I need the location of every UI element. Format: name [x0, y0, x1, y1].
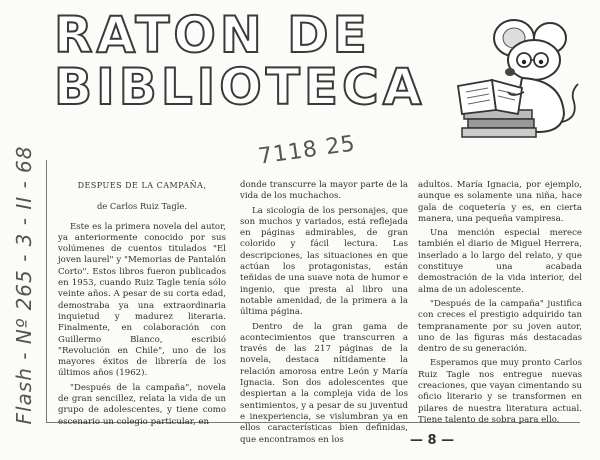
title-line-2: BIBLIOTECA: [54, 58, 426, 116]
article-column-3: [418, 180, 582, 429]
handwritten-margin-note: [4, 120, 44, 450]
handwritten-catalog-number: 7118 25: [256, 131, 358, 170]
paragraph: Una mención especial merece también el diario de Miguel Herrera, inserlado a lo largo del relato, y que constituye una acabada demostración de la vida interior, del alma de un adolescente.: [418, 228, 582, 295]
margin-note-text: Flash - Nº 265 - 3 - II - 68: [12, 145, 36, 425]
mouse-reading-book-illustration: [452, 14, 582, 140]
paragraph: adultos. María Ignacia, por ejemplo, aunque es solamente una niña, hace gala de coquetería y es, en cierta manera, una pequeña vampiresa.: [418, 180, 582, 224]
article-column-2: [240, 180, 408, 449]
article-byline: de Carlos Ruiz Tagle.: [96, 201, 188, 212]
paragraph: Dentro de la gran gama de acontecimientos que transcurren a través de las 217 páginas de la novela, destaca nítidamente la relación amorosa entre León y María Ignacia. Son dos adolescentes que despiertan a la compleja vida de los sentimientos, y a pesar de su juventud e inexperiencia, se vislumbran ya en ellos características bien definidas, que encontramos en los: [240, 321, 408, 445]
paragraph: "Después de la campaña", novela de gran sencillez, relata la vida de un grupo de adolescentes, y tiene como escenario un colegio particular, en: [58, 382, 226, 427]
paragraph: donde transcurre la mayor parte de la vida de los muchachos.: [240, 180, 408, 202]
paragraph: Este es la primera novela del autor, ya anteriormente conocido por sus volúmenes de cuentos titulados "El joven laurel" y "Memorias de Pantalón Corto". Estos libros fueron publicados en 1953, cuando Ruiz Tagle tenía sólo veinte años. A pesar de su corta edad, demostraba ya una extraordinaria inquietud y madurez literaria. Finalmente, en colaboración con Guillermo Blanco, escribió "Revolución en Chile", uno de los mayores éxitos de librería de los últimos años (1962).: [58, 221, 226, 379]
page-number: — 8 —: [410, 433, 455, 448]
paragraph: Esperamos que muy pronto Carlos Ruiz Tagle nos entregue nuevas creaciones, que vayan cimentando su oficio literario y se transformen en pilares de nuestra literatura actual. Tiene talento de sobra para ello.: [418, 358, 582, 425]
paragraph: La sicología de los personajes, que son muchos y variados, está reflejada en páginas admirables, de gran colorido y fácil lectura. Las descripciones, las situaciones en que actúan los protagonistas, están teñidas de una suave nota de humor e ingenio, que presta al libro una notable amenidad, de la primera a la última página.: [240, 205, 408, 318]
article-column-1: [58, 180, 226, 431]
paragraph: "Después de la campaña" justifica con creces el prestigio adquirido tan tempranamente por su joven autor, uno de las figuras más destacadas dentro de su generación.: [418, 298, 582, 355]
left-rule: [46, 160, 47, 422]
article-heading: DESPUES DE LA CAMPAÑA,: [77, 181, 207, 190]
title-line-1: RATON DE: [54, 6, 371, 64]
